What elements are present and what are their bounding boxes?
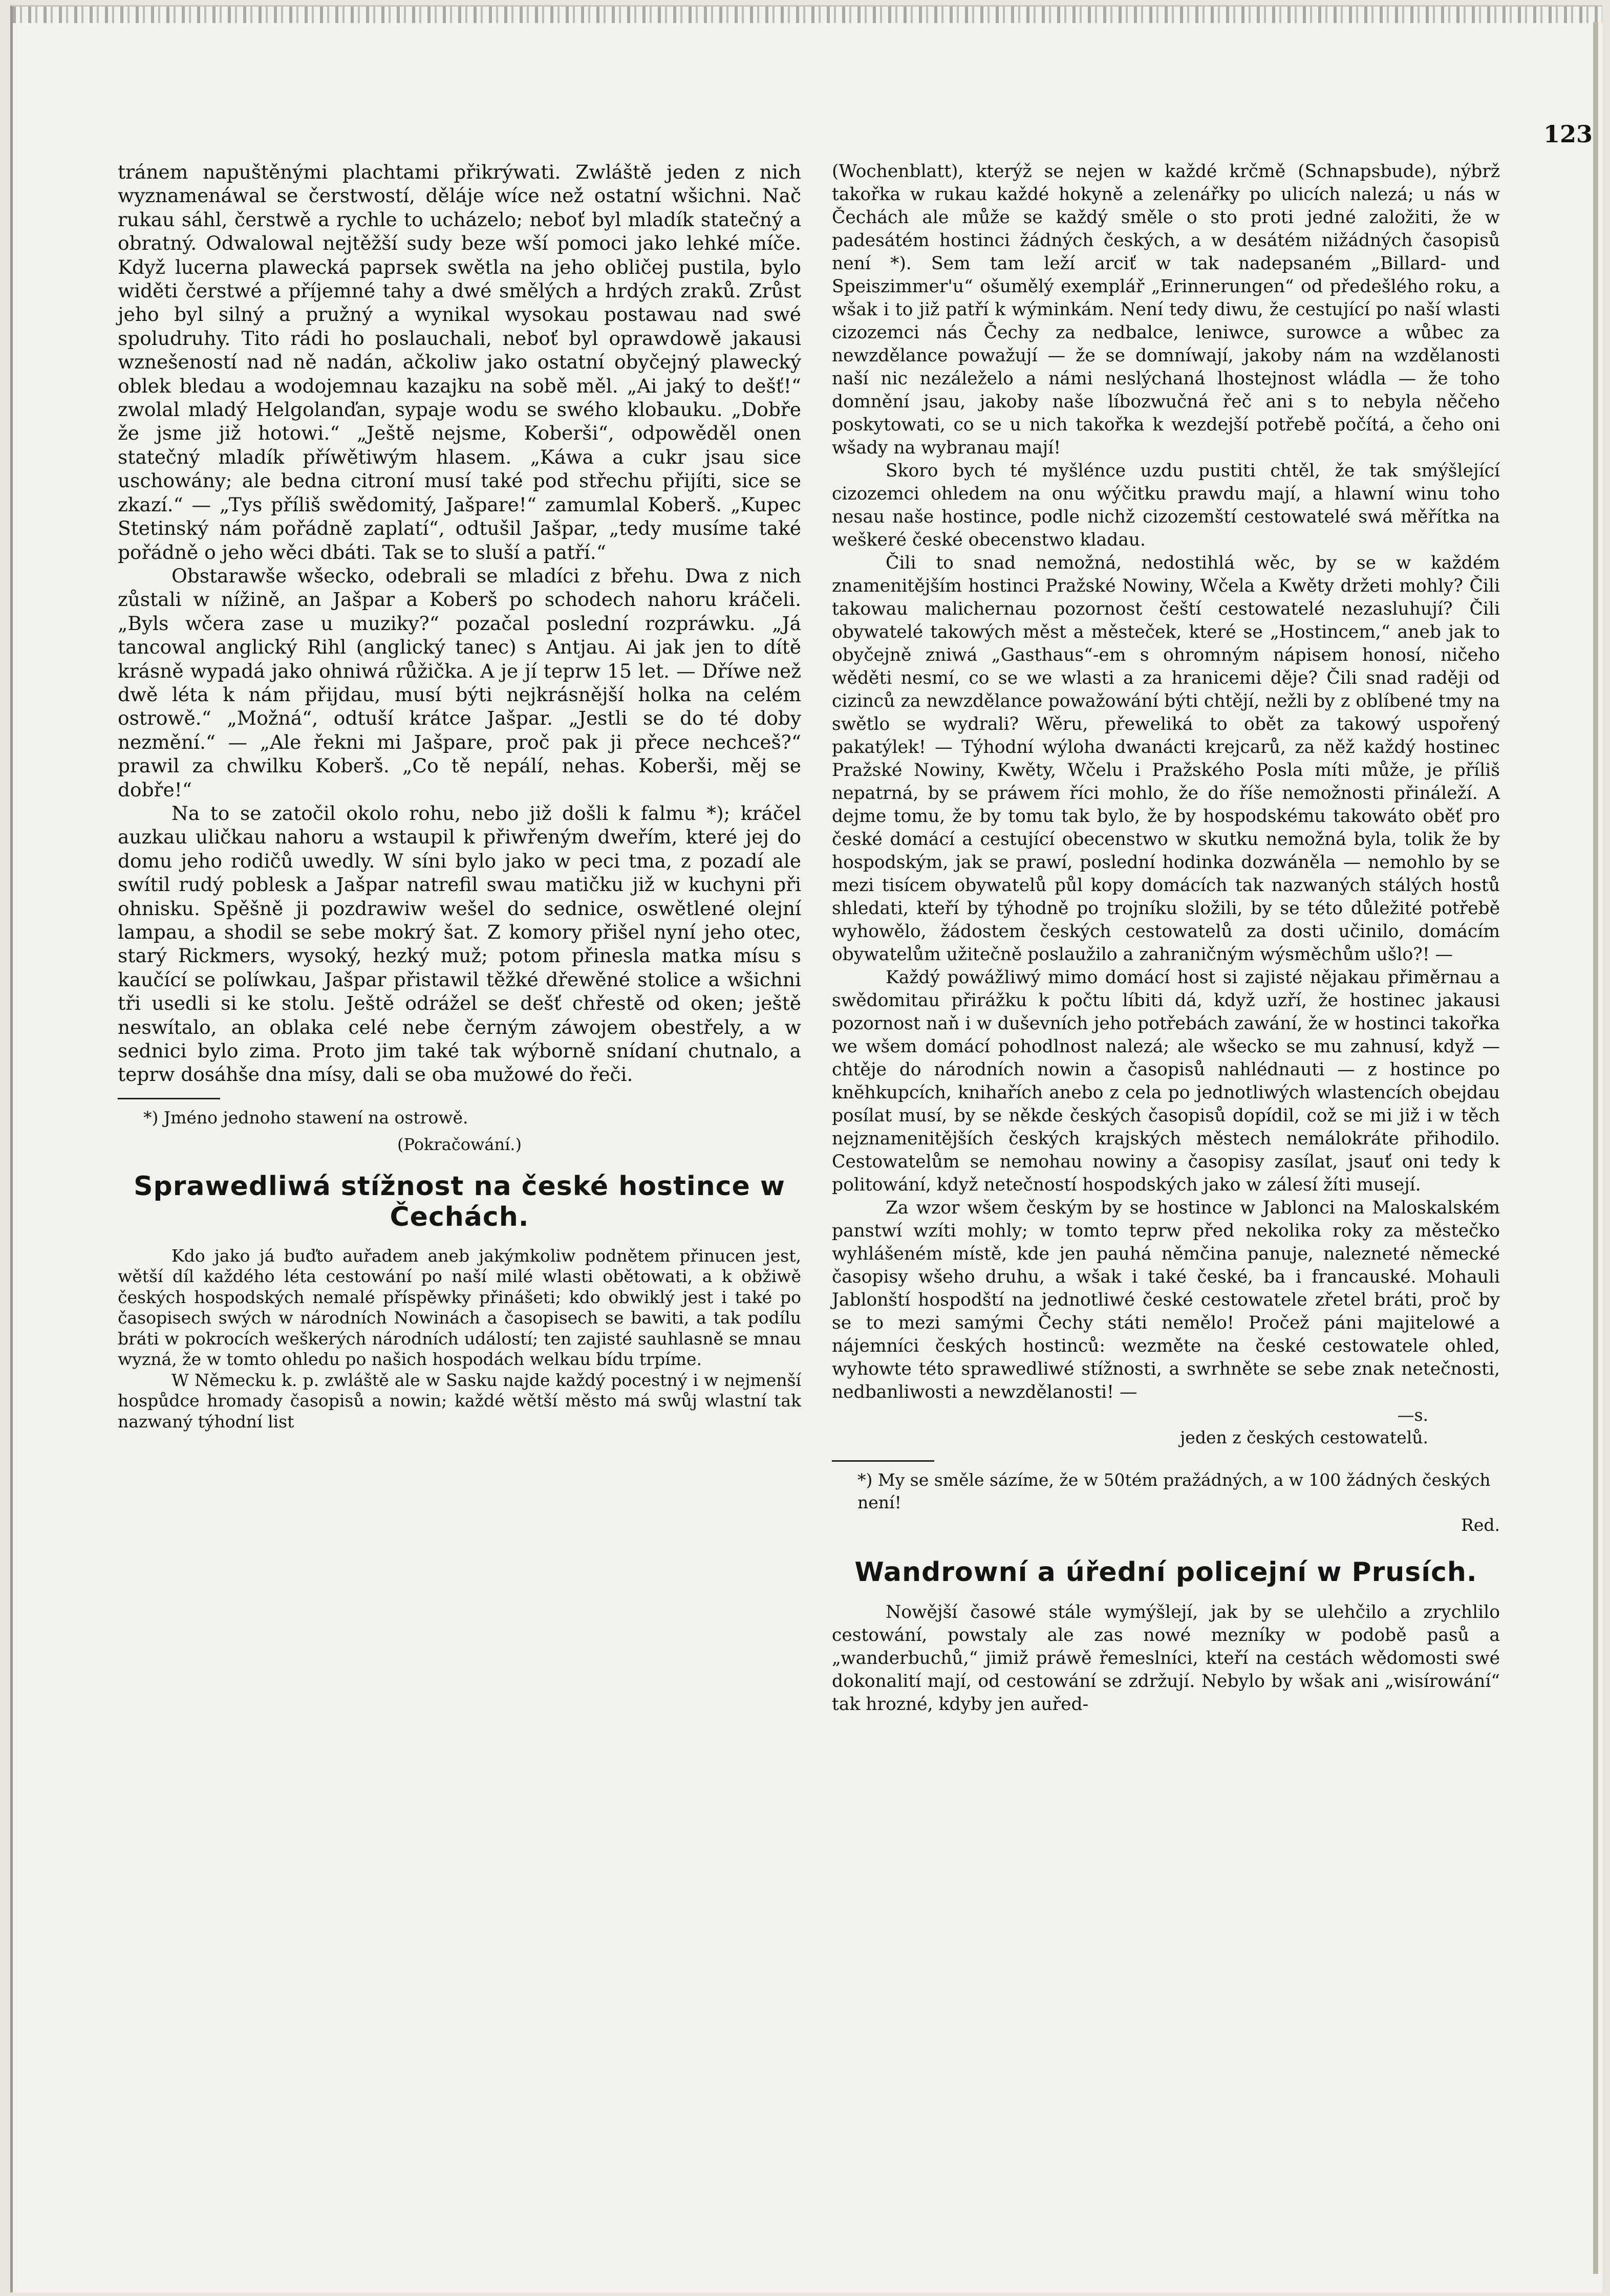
footnote-signature: Red. xyxy=(1461,1515,1500,1535)
story-paragraph: tránem napuštěnými plachtami přikrýwati. Zwláště jeden z nich wyznamenáwal se čerstwostí, děláje wíce než ostatní wšichni. Nač rukau sáhl, čerstwě a rychle to ucházelo; neboť byl mladík statečný a obratný. Odwalowal nejtěžší sudy beze wší pomoci jako lehké míče. Když lucerna plawecká paprsek swětla na jeho obličej pustila, bylo widěti čerstwé a příjemné tahy a dwé smělých a hrdých zraků. Zrůst jeho byl silný a pružný a wynikal wysokau postawau nad swé spoludruhy. Tito rádi ho poslauchali, neboť byl oprawdowě jakausi wznešeností nad ně nadán, ačkoliw jako ostatní obyčejný plawecký oblek bledau a wodojemnau kazajku na sobě měl. „Ai jaký to dešť!“ zwolal mladý Helgolanďan, sypaje wodu se swého klobauku. „Dobře že jsme již hotowi.“ „Ještě nejsme, Koberši“, odpowěděl onen statečný mladík příwětiwým hlasem. „Káwa a cukr jsau sice uschowány; ale bedna citroní musí také pod střechu přijíti, sice se zkazí.“ — „Tys příliš swědomitý, Jašpare!“ zamumlal Koberš. „Kupec Stetinský nám pořádně zaplatí“, odtušil Jašpar, „tedy musíme také pořádně o jeho wěci dbáti. Tak se to sluší a patří.“ xyxy=(118,161,801,564)
article-paragraph: Skoro bych té myšlénce uzdu pustiti chtěl, že tak smýšlející cizozemci ohledem na onu wýčitku prawdu mají, a hlawní winu toho nesau naše hostince, podle nichž cizozemští cestowatelé swá měřítka na weškeré české obecenstwo kladau. xyxy=(832,461,1500,550)
newspaper-page xyxy=(10,5,1602,2292)
footnote: *) My se směle sázíme, že w 50tém pražádných, a w 100 žádných českých není! xyxy=(857,1470,1491,1512)
article-paragraph: Čili to snad nemožná, nedostihlá wěc, by se w každém znamenitějším hostinci Pražské Nowiny, Wčela a Kwěty držeti mohly? Čili takowau malichernau pozornost čeští cestowatelé nezasluhují? Čili obywatelé takowých měst a městeček, které se „Hostincem,“ aneb jak to obyčejně zniwá „Gasthaus“-em s ohromným nápisem honosí, ničeho wěděti nesmí, co se we wlasti a za hranicemi děje? Čili snad raději od cizinců za newzdělance powažowání býti chtějí, nežli by z oblíbené tmy na swětlo se wydrali? Wěru, přeweliká to obět za takowý uspořený pakatýlek! — Týhodní wýloha dwanácti krejcarů, za něž každý hostinec Pražské Nowiny, Kwěty, Wčelu i Pražského Posla míti může, je příliš nepatrná, by se práwem říci mohlo, že do říše nemožnosti přináleží. A dejme tomu, že by tomu tak bylo, že by hospodskému takowáto oběť pro české domácí a cestující obecenstwo w skutku nemožná byla, tolik že by hospodským, jak se prawí, poslední hodinka dozwáněla — nemohlo by se mezi tisícem obywatelů půl kopy domácích tak nazwaných stálých hostů shledati, kteří by týhodně po trojníku složili, by se této důležité potřebě wyhowělo, žádostem českých cestowatelů za dosti učinilo, domácím obywatelům užitečně poslaužilo a zahraničným wýsměchům ušlo?! — xyxy=(832,553,1500,965)
article-heading: Wandrowní a úřední policejní w Prusích. xyxy=(854,1557,1477,1588)
article-text xyxy=(118,1246,801,1433)
continued-note: (Pokračowání.) xyxy=(397,1134,522,1154)
page-number: 123 xyxy=(1543,120,1593,148)
scan-right-edge xyxy=(1593,22,1598,2274)
article-paragraph: Za wzor wšem českým by se hostince w Jablonci na Maloskalském panstwí wzíti mohly; w tomto teprw před nekolika roky za městečko wyhlášeném místě, kde jen pauhá němčina panuje, nalezneté německé časopisy wšeho druhu, a wšak i také české, ba i francauské. Mohauli Jablonští hospodští na jednotliwé české cestowatele zřetel bráti, proč by se to mezi samými Čechy státi nemělo! Pročež páni majitelowé a nájemníci českých hostinců: wezměte na české cestowatele ohled, wyhowte této sprawedliwé stížnosti, a swrhněte se sebe znak netečnosti, nedbanliwosti a newzdělanosti! — xyxy=(832,1198,1500,1402)
article-paragraph: (Wochenblatt), kterýž se nejen w každé krčmě (Schnapsbude), nýbrž takořka w rukau každé hokyně a zelenářky po ulicích nalezá; u nás w Čechách ale může se každý směle o sto proti jedné založiti, že w padesátém hostinci žádných českých, a w desátém nižádných časopisů není *). Sem tam leží arciť w tak nadepsaném „Billard- und Speiszimmer'u“ ošumělý exemplář „Erinnerungen“ od předešlého roku, a wšak i to již patří k wýminkám. Není tedy diwu, že cestující po naší wlasti cizozemci nás Čechy za nedbalce, leniwce, surowce a wůbec za newzdělance powažují — že se domníwají, jakoby nám na wzdělanosti naší nic nezáleželo a námi neslýchaná lhostejnost wládla — že toho domnění jsau, jakoby naše líbozwučná řeč ani s to nebyla něčeho poskytowati, co se u nich takořka k wezdejší potřebě počítá, a čeho oni wšady na wybranau mají! xyxy=(832,161,1500,458)
signature: jeden z českých cestowatelů. xyxy=(1180,1427,1428,1447)
footnote-divider xyxy=(118,1098,220,1099)
signature-mark: —s. xyxy=(1397,1405,1428,1425)
footnote: *) Jméno jednoho stawení na ostrowě. xyxy=(143,1107,468,1128)
article-paragraph: Kdo jako já buďto auřadem aneb jakýmkoliw podnětem přinucen jest, wětší díl každého léta cestowání po naší milé wlasti obětowati, a k obžiwě českých hospodských nemalé příspěwky přinášeti; kdo obwiklý jest i také po časopisech swých w národních Nowinách a časopisech se bawiti, a tak podílu bráti w pokrocích weškerých národních událostí; ten zajisté sauhlasně se mnau wyzná, že w tomto ohledu po našich hospodách welkau bídu trpíme. xyxy=(118,1245,801,1370)
right-column xyxy=(832,160,1500,1716)
article-text xyxy=(832,1601,1500,1716)
scan-top-edge xyxy=(13,7,1602,23)
article-heading: Sprawedliwá stížnost na české hostince w Čechách. xyxy=(134,1171,785,1232)
story-paragraph: Obstarawše wšecko, odebrali se mladíci z břehu. Dwa z nich zůstali w nížině, an Jašpar a Koberš po schodech nahoru kráčeli. „Byls wčera zase u muziky?“ pozačal poslední rozpráwku. „Já tancowal anglický Rihl (anglický tanec) s Antjau. Ai jak jen to dítě krásně wypadá jako ohniwá růžička. A je jí teprw 15 let. — Dříwe než dwě léta k nám přijdau, musí býti nejkrásnější holka na celém ostrowě.“ „Možná“, odtuší krátce Jašpar. „Jestli se do té doby nezmění.“ — „Ale řekni mi Jašpare, proč pak ji přece nechceš?“ prawil za chwilku Koberš. „Co tě nepálí, nehas. Koberši, měj se dobře!“ xyxy=(118,564,801,801)
left-column xyxy=(118,160,801,1432)
article-paragraph: Nowější časowé stále wymýšlejí, jak by se ulehčilo a zrychlilo cestowání, powstaly ale zas nowé mezníky w podobě pasů a „wanderbuchů,“ jimiž práwě řemeslníci, kteří na cestách wědomosti swé dokonalití mají, od cestowání se zdržují. Nebylo by wšak ani „wisírowání“ tak hrozné, kdyby jen auřed- xyxy=(832,1602,1500,1715)
article-paragraph: Každý powážliwý mimo domácí host si zajisté nějakau přiměrnau a swědomitau přirážku k počtu líbiti dá, když uzří, že hostinec jakausi pozornost naň i w duševních jeho potřebách zawání, že w hostinci takořka we wšem domácí pohodlnost nalezá; ale wšecko se mu zahnusí, když — chtěje do národních nowin a časopisů nahlédnauti — z hostince po knĕhkupcích, knihařích anebo z cela po jednotliwých wlastencích obejdau posílat musí, by se někde českých časopisů dopídil, což se mi již i w těch nejznamenitějších českých krajských městech nemálokráte přihodilo. Cestowatelům se nemohau nowiny a časopisy zasílat, jsauť oni tedy k politowání, když netečností hospodských jako w zálesí žíti musejí. xyxy=(832,967,1500,1195)
article-paragraph: W Německu k. p. zwláště ale w Sasku najde každý pocestný i w nejmenší hospůdce hromady časopisů a nowin; každé wětší město má swůj wlastní tak nazwaný týhodní list xyxy=(118,1370,801,1432)
story-paragraph: Na to se zatočil okolo rohu, nebo již došli k falmu *); kráčel auzkau uličkau nahoru a wstaupil k přiwřeným dweřím, které jej do domu jeho rodičů uwedly. W síni bylo jako w peci tma, z pozadí ale swítil rudý poblesk a Jašpar natrefil swau matičku již w kuchyni při ohnisku. Spěšně ji pozdrawiw wešel do sednice, oswětlené olejní lampau, a shodil se sebe mokrý šat. Z komory přišel nyní jeho otec, starý Rickmers, wysoký, hezký muž; potom přinesla matka mísu s kaučící se políwkau, Jašpar přistawil těžké dřewěné stolice a wšichni tři usedli si ke stolu. Ještě odrážel se dešť chřestě od oken; ještě neswítalo, an oblaka celé nebe černým záwojem obestřely, a w sednici bylo zima. Proto jim také tak wýborně snídaní chutnalo, a teprw dosáhše dna mísy, dali se oba mužowé do řeči. xyxy=(118,802,801,1086)
footnote-divider xyxy=(832,1460,934,1462)
article-text-continued xyxy=(832,160,1500,1404)
story-text xyxy=(118,160,801,1087)
